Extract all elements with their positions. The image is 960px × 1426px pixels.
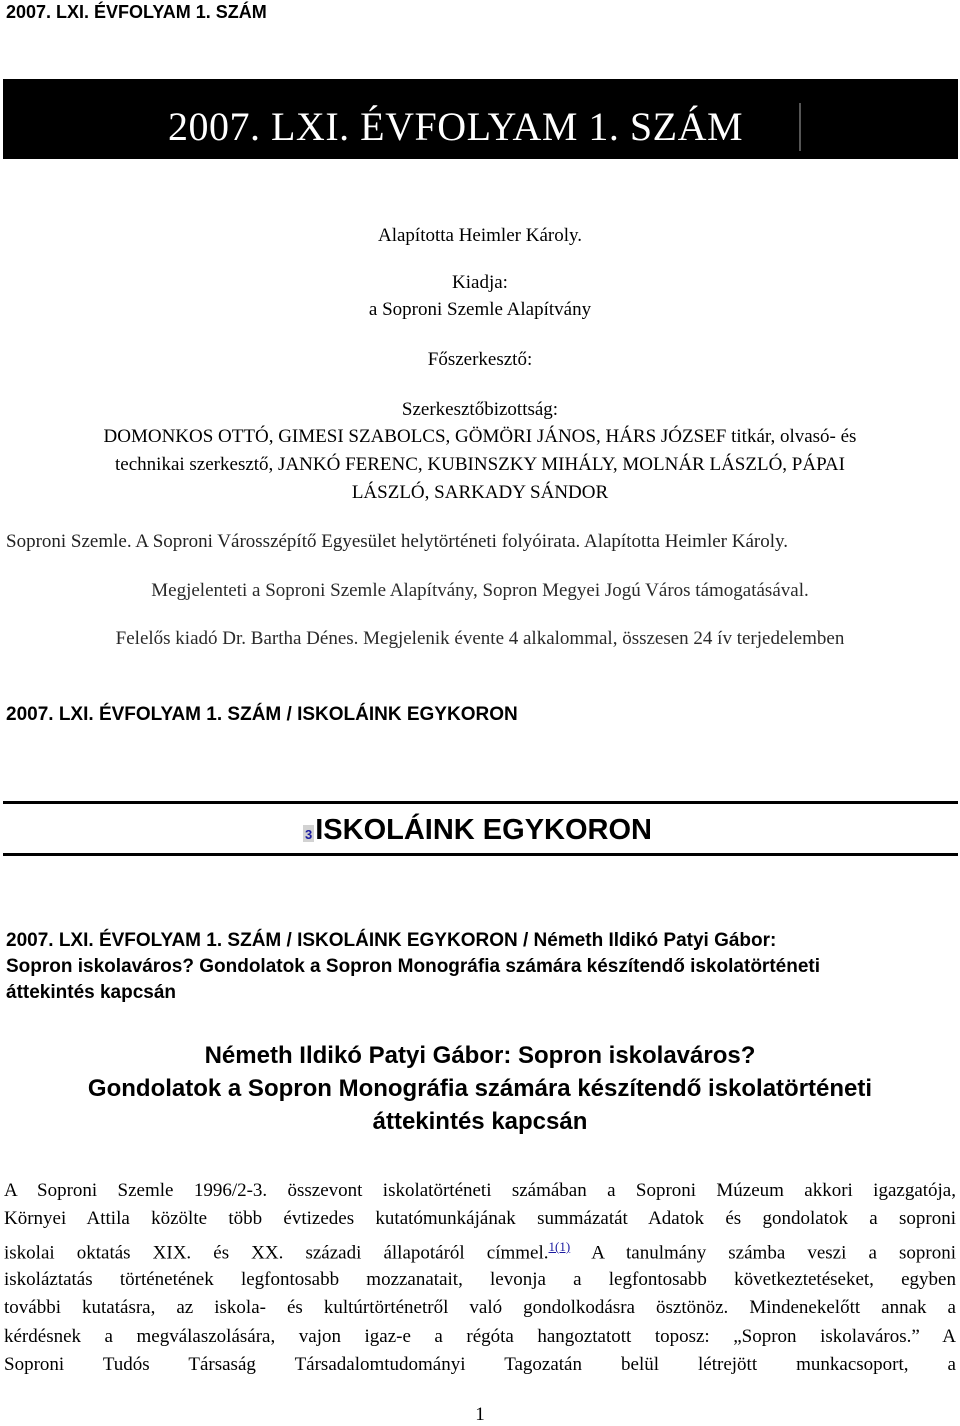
footnote-link[interactable]: 1(1) [548, 1239, 571, 1254]
publisher-label: Kiadja: [452, 272, 508, 293]
body-text-line: Soproni Tudós Társaság Társadalomtudományi Tagozatán belül létrejött munkacsoport, a [4, 1354, 956, 1375]
issue-banner [3, 79, 958, 159]
editorial-board-line: technikai szerkesztő, JANKÓ FERENC, KUBINSZKY MIHÁLY, MOLNÁR LÁSZLÓ, PÁPAI [115, 454, 845, 475]
editorial-board-label: Szerkesztőbizottság: [401, 399, 559, 420]
section-path: 2007. LXI. ÉVFOLYAM 1. SZÁM / ISKOLÁINK EGYKORON [6, 704, 518, 725]
breadcrumb-line: áttekintés kapcsán [6, 982, 177, 1003]
editorial-board-line: LÁSZLÓ, SARKADY SÁNDOR [351, 482, 609, 503]
body-text-segment: iskolai oktatás XIX. és XX. századi állapotáról címmel. [4, 1242, 549, 1264]
editorial-board-line: DOMONKOS OTTÓ, GIMESI SZABOLCS, GÖMÖRI JÁNOS, HÁRS JÓZSEF titkár, olvasó- és [103, 426, 857, 447]
editor-in-chief-label: Főszerkesztő: [427, 349, 533, 370]
section-top-rule [3, 801, 958, 804]
body-text-line [4, 1235, 956, 1265]
article-breadcrumb [6, 928, 946, 1006]
section-heading [303, 814, 652, 847]
body-text-segment: A tanulmány számba veszi a soproni [570, 1242, 956, 1264]
breadcrumb-line: Sopron iskolaváros? Gondolatok a Sopron Monográfia számára készítendő iskolatörténeti [6, 956, 820, 977]
journal-info-line: Felelős kiadó Dr. Bartha Dénes. Megjelenik évente 4 alkalommal, összesen 24 ív terjedelemben [115, 628, 845, 649]
journal-info-line: Soproni Szemle. A Soproni Városszépítő Egyesület helytörténeti folyóirata. Alapította Heimler Károly. [6, 531, 789, 552]
journal-info-line: Megjelenteti a Soproni Szemle Alapítvány, Sopron Megyei Jogú Város támogatásával. [151, 580, 809, 601]
section-heading-text: ISKOLÁINK EGYKORON [315, 814, 652, 846]
article-title-line: Gondolatok a Sopron Monográfia számára készítendő iskolatörténeti [87, 1075, 873, 1102]
article-title-line: áttekintés kapcsán [372, 1108, 588, 1135]
body-text-line: A Soproni Szemle 1996/2-3. összevont iskolatörténeti számában a Soproni Múzeum akkori igazgatója, [4, 1180, 956, 1201]
body-text-line: kérdésnek a megválaszolására, vajon igaz-e a régóta hangoztatott toposz: „Sopron iskolaváros.” A [4, 1326, 956, 1347]
running-header: 2007. LXI. ÉVFOLYAM 1. SZÁM [6, 2, 267, 22]
body-text-line: további kutatásra, az iskola- és kultúrtörténetről való gondolkodásra ösztönöz. Mindenekelőtt annak a [4, 1297, 956, 1318]
banner-title: 2007. LXI. ÉVFOLYAM 1. SZÁM [168, 104, 744, 149]
page-number: 1 [475, 1404, 485, 1425]
founder-line: Alapította Heimler Károly. [377, 225, 582, 246]
anchor-marker[interactable]: 3 [305, 827, 313, 842]
breadcrumb-line: 2007. LXI. ÉVFOLYAM 1. SZÁM / ISKOLÁINK EGYKORON / Németh Ildikó Patyi Gábor: [6, 930, 777, 951]
body-text-line: iskoláztatás történetének legfontosabb mozzanatait, levonja a legfontosabb következtetéseket, egyben [4, 1269, 956, 1290]
article-title-line: Németh Ildikó Patyi Gábor: Sopron iskolaváros? [204, 1042, 756, 1069]
banner-edge-divider [799, 103, 801, 151]
body-text-line: Környei Attila közölte több évtizedes kutatómunkájának summázatát Adatok és gondolatok a soproni [4, 1208, 956, 1229]
section-bottom-rule [3, 853, 958, 856]
publisher-name: a Soproni Szemle Alapítvány [368, 299, 592, 320]
